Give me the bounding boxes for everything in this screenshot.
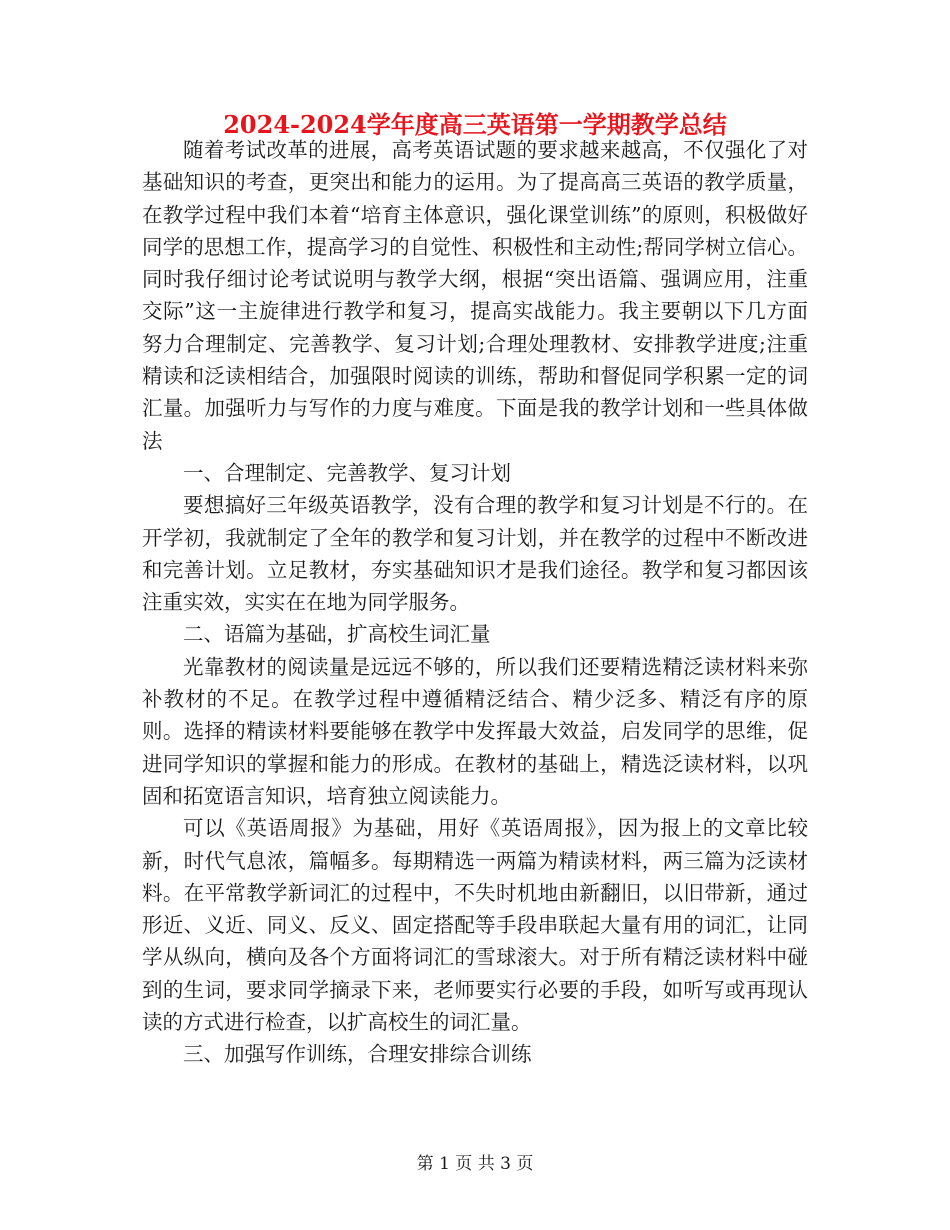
paragraph-section-2a: 光靠教材的阅读量是远远不够的，所以我们还要精选精泛读材料来弥补教材的不足。在教学过程中遵循精泛结合、精少泛多、精泛有序的原则。选择的精读材料要能够在教学中发挥最大效益，启发同学的思维，促进同学知识的掌握和能力的形成。在教材的基础上，精选泛读材料，以巩固和拓宽语言知识，培育独立阅读能力。	[142, 654, 808, 808]
paragraph-section-1: 要想搞好三年级英语教学，没有合理的教学和复习计划是不行的。在开学初，我就制定了全年的教学和复习计划，并在教学的过程中不断改进和完善计划。立足教材，夯实基础知识才是我们途径。教学和复习都因该注重实效，实实在在地为同学服务。	[142, 493, 808, 615]
section-heading-3: 三、加强写作训练，合理安排综合训练	[183, 1042, 532, 1067]
document-title: 2024-2024学年度高三英语第一学期教学总结	[223, 110, 727, 139]
section-heading-2: 二、语篇为基础，扩高校生词汇量	[183, 622, 491, 647]
paragraph-section-2b: 可以《英语周报》为基础，用好《英语周报》，因为报上的文章比较新，时代气息浓，篇幅多。每期精选一两篇为精读材料，两三篇为泛读材料。在平常教学新词汇的过程中，不失时机地由新翻旧，以旧带新，通过形近、义近、同义、反义、固定搭配等手段串联起大量有用的词汇，让同学从纵向，横向及各个方面将词汇的雪球滚大。对于所有精泛读材料中碰到的生词，要求同学摘录下来，老师要实行必要的手段，如听写或再现认读的方式进行检查，以扩高校生的词汇量。	[142, 816, 808, 1035]
paragraph-intro: 随着考试改革的进展，高考英语试题的要求越来越高，不仅强化了对基础知识的考查，更突出和能力的运用。为了提高高三英语的教学质量，在教学过程中我们本着“培育主体意识，强化课堂训练”的原则，积极做好同学的思想工作，提高学习的自觉性、积极性和主动性;帮同学树立信心。同时我仔细讨论考试说明与教学大纲，根据“突出语篇、强调应用，注重交际”这一主旋律进行教学和复习，提高实战能力。我主要朝以下几方面努力合理制定、完善教学、复习计划;合理处理教材、安排教学进度;注重精读和泛读相结合，加强限时阅读的训练，帮助和督促同学积累一定的词汇量。加强听力与写作的力度与难度。下面是我的教学计划和一些具体做法	[142, 138, 808, 453]
section-heading-1: 一、合理制定、完善教学、复习计划	[183, 460, 511, 485]
page-number-footer: 第 1 页 共 3 页	[416, 1154, 534, 1174]
document-body	[142, 134, 808, 1071]
